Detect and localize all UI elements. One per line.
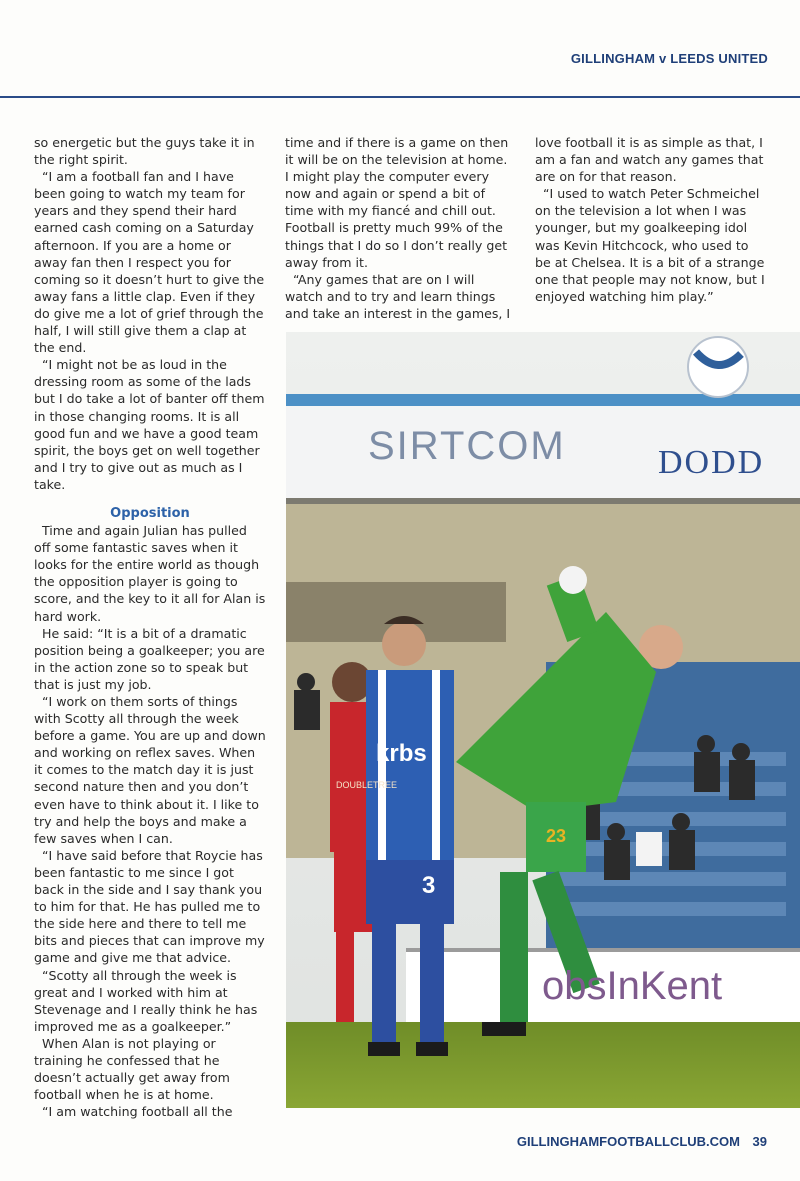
opponent-sponsor: DOUBLETREE — [336, 780, 398, 790]
paragraph: so energetic but the guys take it in the right spirit. — [34, 135, 255, 168]
paragraph: When Alan is not playing or training he confessed that he doesn’t actually get away from football when he is at home. — [34, 1035, 230, 1103]
header-title: GILLINGHAM v LEEDS UNITED — [570, 51, 768, 66]
outfield-number: 3 — [422, 872, 436, 899]
match-photo — [286, 332, 800, 1108]
page-number: 39 — [752, 1134, 767, 1149]
paragraph: “I am a football fan and I have been going to watch my team for years and they spend their hard earned cash coming on a Saturday afternoon. If you are a home or away fan then I respect you for coming so it doesn’t hurt to give the away fans a little clap. Even if they do give me a lot of grief through the half, I will still give them a clap at the end. — [34, 169, 265, 356]
article-column-1 — [34, 134, 266, 1120]
paragraph: Time and again Julian has pulled off some fantastic saves when it looks for the entire world as though the opposition player is going to score, and the key to it all for Alan is hard work. — [34, 523, 266, 624]
ad-board-text: obsInKent — [542, 964, 723, 1008]
paragraph: “I have said before that Roycie has been fantastic to me since I got back in the side and I say thank you to him for that. He has pulled me to the side here and there to tell me bits and pieces that can improve my game and give me that advice. — [34, 847, 265, 966]
stand-sign-1: SIRTCOM — [368, 424, 566, 468]
paragraph: “Any games that are on I will watch and to try and learn things and take an interest in the games, I — [285, 271, 511, 321]
paragraph: “I work on them sorts of things with Scotty all through the week before a game. You are up and down and working on reflex saves. When it comes to the match day it is just second nature then and you don’t even have to think about it. I like to try and help the boys and make a few saves when I can. — [34, 694, 266, 846]
paragraph: “Scotty all through the week is great and I worked with him at Stevenage and I really think he has improved me as a goalkeeper.” — [34, 967, 258, 1034]
paragraph: “I used to watch Peter Schmeichel on the television a lot when I was younger, but my goalkeeping idol was Kevin Hitchcock, who used to be at Chelsea. It is a bit of a strange one that people may not know, but I enjoyed watching him play.” — [535, 186, 765, 304]
paragraph: “I am watching football all the — [42, 1104, 233, 1120]
stand-sign-2: DODD — [658, 444, 765, 481]
section-subheading: Opposition — [110, 505, 190, 521]
article-column-2 — [285, 134, 513, 322]
paragraph: He said: “It is a bit of a dramatic position being a goalkeeper; you are in the action zone so to speak but that is just my job. — [34, 625, 265, 692]
shirt-sponsor: krbs — [376, 740, 427, 767]
article-column-3 — [535, 134, 767, 305]
keeper-number: 23 — [546, 826, 567, 846]
paragraph: “I might not be as loud in the dressing room as some of the lads but I do take a lot of banter off them in those changing rooms. It is all good fun and we have a good team spirit, the boys get on well together and I try to give out as much as I take. — [34, 357, 265, 492]
paragraph: time and if there is a game on then it will be on the television at home. I might play the computer every now and again or spend a bit of time with my fiancé and chill out. Football is pretty much 99% of the things that I do so I don’t really get away from it. — [285, 135, 509, 270]
footer-url: GILLINGHAMFOOTBALLCLUB.COM — [516, 1134, 740, 1149]
header-rule — [0, 96, 800, 98]
paragraph: love football it is as simple as that, I am a fan and watch any games that are on for that reason. — [535, 135, 764, 185]
